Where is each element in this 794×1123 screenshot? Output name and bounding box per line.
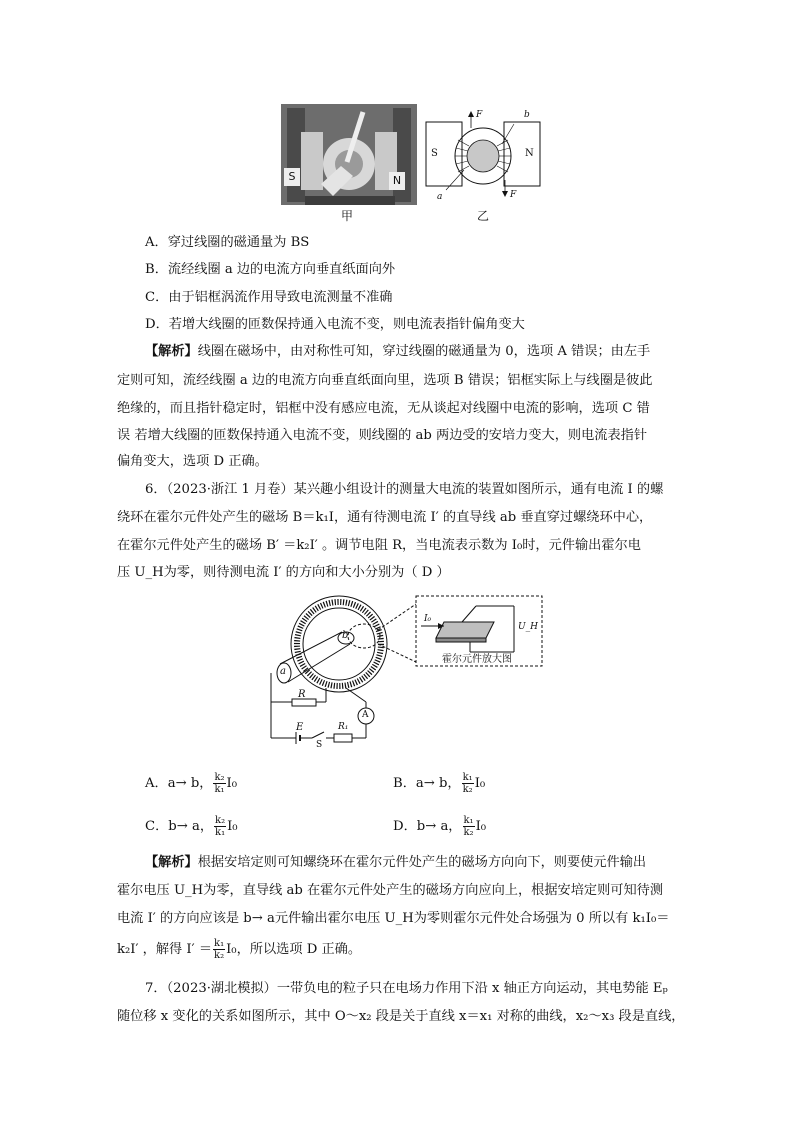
figure-jia-photo xyxy=(281,104,417,205)
q6-analysis-line-1: 【解析】根据安培定则可知螺绕环在霍尔元件处产生的磁场方向向下，则要使元件输出 xyxy=(145,855,647,870)
q6-option-a: A．a→ b， $\frac{\text{k₂}}{\text{k₁}}$ I₀ xyxy=(145,772,238,795)
q7-stem-line-2: 随位移 x 变化的关系如图所示，其中 O～x₂ 段是关于直线 x＝x₁ 对称的曲线，x₂～x₃ 段是直线， xyxy=(117,1009,685,1024)
q6-stem-line-1: 6．（2023·浙江 1 月卷）某兴趣小组设计的测量大电流的装置如图所示，通有电流 I 的螺 xyxy=(145,482,664,497)
q6-fig-E: E xyxy=(296,722,304,733)
q6-option-d-frac: $\frac{\text{k₁}}{\text{k₂}}$ xyxy=(463,815,474,838)
q6-figure xyxy=(266,592,546,750)
q5-option-b: B．流经线圈 a 边的电流方向垂直纸面向外 xyxy=(145,262,396,277)
q5-analysis-line-3: 绝缘的，而且指针稳定时，铝框中没有感应电流，无从谈起对线圈中电流的影响，选项 C 错 xyxy=(117,401,650,416)
diag-F-top: F xyxy=(476,110,483,120)
diag-b: b xyxy=(524,110,530,120)
q5-analysis-line-1 xyxy=(145,343,650,361)
photo-S-label: S xyxy=(284,168,300,186)
diag-F-bottom: F xyxy=(510,190,517,200)
q6-analysis-line-2: 霍尔电压 U_H为零，直导线 ab 在霍尔元件处产生的磁场方向应向上，根据安培定则可知待测 xyxy=(117,883,664,898)
q6-analysis-line-3: 电流 I′ 的方向应该是 b→ a元件输出霍尔电压 U_H为零则霍尔元件处合场强为 0 所以有 k₁I₀＝ xyxy=(117,911,670,926)
q7-stem-line-1: 7．（2023·湖北模拟）一带负电的粒子只在电场力作用下沿 x 轴正方向运动，其电势能 Eₚ xyxy=(145,981,668,996)
q6-option-c-frac: $\frac{\text{k₂}}{\text{k₁}}$ xyxy=(215,815,226,838)
q6-stem-line-3: 在霍尔元件处产生的磁场 B′ ＝k₂I′ 。调节电阻 R，当电流表示数为 I₀时，元件输出霍尔电 xyxy=(117,538,641,553)
q6-analysis-line-4: k₂I′ ，解得 I′ ＝ $\frac{\text{k₁}}{\text{k₂}}$ I₀，所以选项 D 正确。 xyxy=(117,938,362,961)
q6-stem-line-4: 压 U_H为零，则待测电流 I′ 的方向和大小分别为（ D ） xyxy=(117,565,450,580)
q6-analysis-tag: 【解析】 xyxy=(145,855,198,870)
q5-analysis-tag: 【解析】 xyxy=(145,344,198,359)
q6-fig-a: a xyxy=(280,666,286,677)
q6-analysis-frac: $\frac{\text{k₁}}{\text{k₂}}$ xyxy=(214,938,225,961)
q6-option-c: C．b→ a， $\frac{\text{k₂}}{\text{k₁}}$ I₀ xyxy=(145,815,238,838)
q5-option-a: A．穿过线圈的磁通量为 BS xyxy=(145,235,310,250)
photo-N-label: N xyxy=(389,172,405,190)
q6-fig-R1: R₁ xyxy=(338,722,349,732)
q6-fig-S: S xyxy=(316,740,323,750)
diag-N: N xyxy=(525,148,534,159)
q6-fig-b: b xyxy=(342,630,349,641)
q5-option-c: C．由于铝框涡流作用导致电流测量不准确 xyxy=(145,290,393,305)
q6-option-d: D．b→ a， $\frac{\text{k₁}}{\text{k₂}}$ I₀ xyxy=(393,815,487,838)
q6-option-b-frac: $\frac{\text{k₁}}{\text{k₂}}$ xyxy=(462,772,473,795)
figure-yi-label: 乙 xyxy=(477,209,490,223)
q6-fig-R: R xyxy=(298,689,306,700)
q6-stem-line-2: 绕环在霍尔元件处产生的磁场 B＝k₁I，通有待测电流 I′ 的直导线 ab 垂直穿过螺绕环中心， xyxy=(117,510,653,525)
diag-a: a xyxy=(437,192,443,202)
diag-S: S xyxy=(431,148,438,159)
q6-option-a-frac: $\frac{\text{k₂}}{\text{k₁}}$ xyxy=(214,772,225,795)
q6-fig-I0: I₀ xyxy=(424,614,432,624)
q6-fig-UH: U_H xyxy=(518,622,538,632)
q6-inset-label: 霍尔元件放大图 xyxy=(442,654,512,665)
figure-yi-diagram xyxy=(424,110,542,206)
q5-analysis-line-5: 偏角变大，选项 D 正确。 xyxy=(117,454,268,469)
q5-option-d: D．若增大线圈的匝数保持通入电流不变，则电流表指针偏角变大 xyxy=(145,317,525,332)
q5-analysis-text-1: 线圈在磁场中，由对称性可知，穿过线圈的磁通量为 0，选项 A 错误；由左手 xyxy=(197,344,651,359)
q5-analysis-line-2: 定则可知，流经线圈 a 边的电流方向垂直纸面向里，选项 B 错误；铝框实际上与线圈是彼此 xyxy=(117,373,653,388)
q5-analysis-line-4: 误 若增大线圈的匝数保持通入电流不变，则线圈的 ab 两边受的安培力变大，则电流表指针 xyxy=(117,428,648,443)
q6-option-b: B．a→ b， $\frac{\text{k₁}}{\text{k₂}}$ I₀ xyxy=(393,772,486,795)
figure-jia-label: 甲 xyxy=(341,209,354,223)
q6-fig-ammeter: A xyxy=(362,710,369,720)
